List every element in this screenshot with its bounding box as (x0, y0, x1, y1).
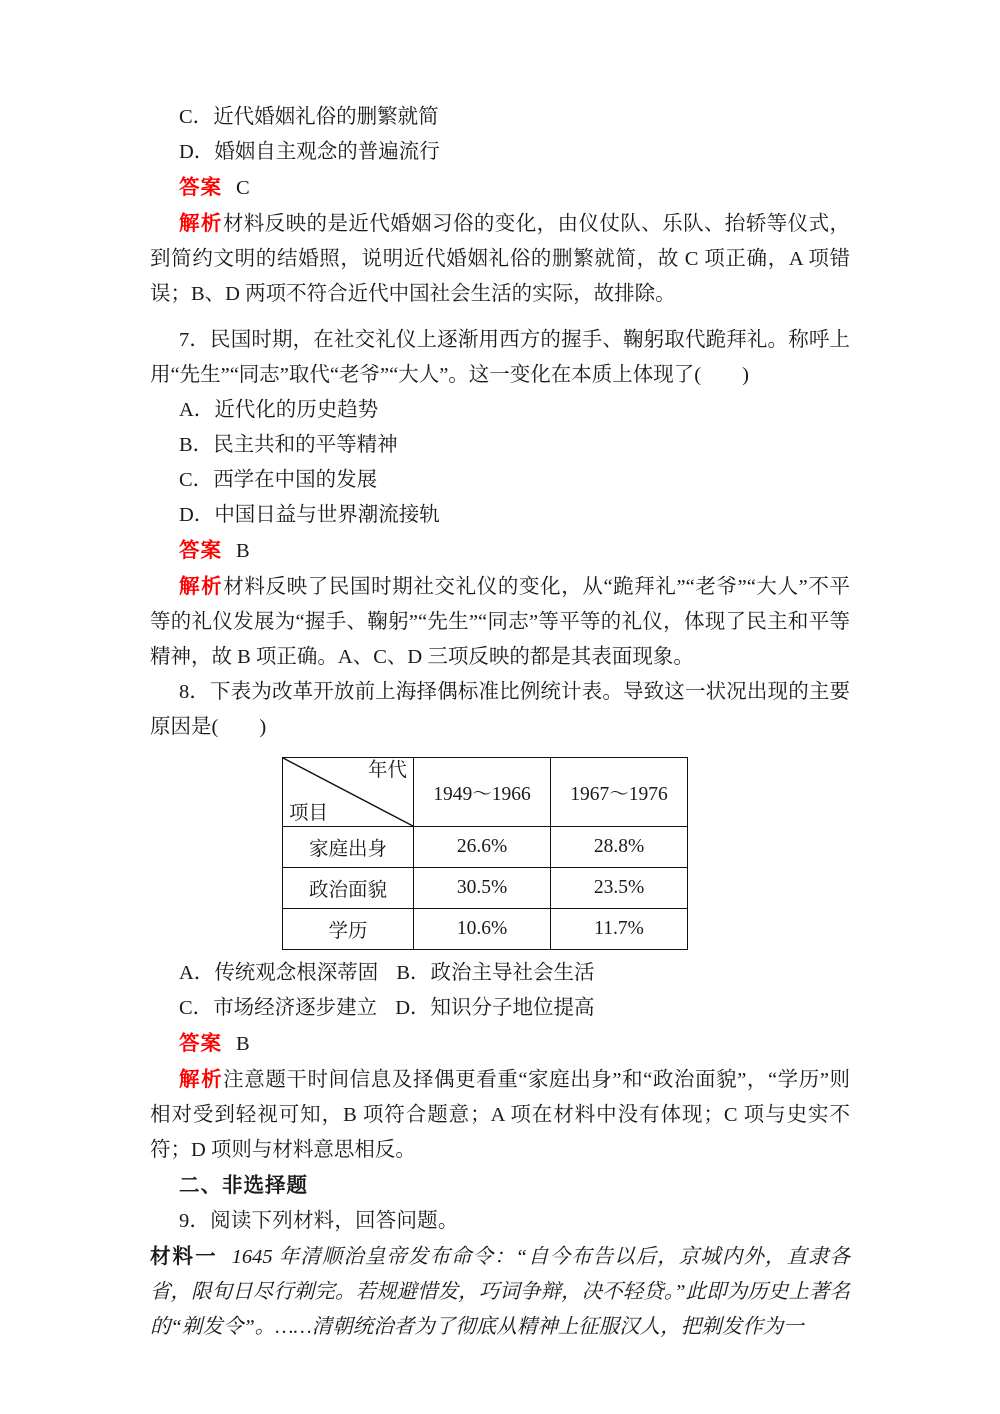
q6-option-d (150, 135, 850, 170)
q8-option-a-text: 传统观念根深蒂固 (214, 962, 379, 984)
q7-option-d (150, 498, 850, 533)
table-row (283, 827, 688, 868)
mate-selection-criteria-table (282, 757, 688, 950)
q6-answer-value: C (236, 177, 250, 199)
cell-political-status-1967-1976: 23.5% (551, 868, 688, 909)
table-body (283, 827, 688, 950)
table-col-header-1: 1949～1966 (414, 758, 551, 827)
q8-options-row-cd (150, 991, 850, 1026)
q8-options-row-ab (150, 956, 850, 991)
q6-analysis-text: 材料反映的是近代婚姻习俗的变化，由仪仗队、乐队、抬轿等仪式，到简约文明的结婚照，说明近代婚姻礼俗的删繁就简，故 C 项正确，A 项错误；B、D 两项不符合近代中国社会生活的实际，故排除。 (150, 213, 851, 305)
cell-family-origin-1967-1976: 28.8% (551, 827, 688, 868)
material-one-block (150, 1239, 850, 1345)
row-label-political-status: 政治面貌 (283, 868, 414, 909)
q8-option-c-text: 市场经济逐步建立 (213, 997, 378, 1019)
cell-education-1949-1966: 10.6% (414, 909, 551, 950)
q7-number: 7． (179, 329, 211, 351)
q7-option-b-letter: B． (179, 434, 214, 456)
section-heading-non-multiple-choice: 二、非选择题 (179, 1174, 308, 1197)
q8-number: 8． (179, 681, 211, 703)
q7-option-c-letter: C． (179, 469, 214, 491)
answer-label: 答案 (179, 176, 222, 199)
q8-answer-row (150, 1026, 850, 1062)
q6-option-d-text: 婚姻自主观念的普遍流行 (214, 141, 440, 163)
q7-answer-row (150, 533, 850, 569)
q8-option-b-text: 政治主导社会生活 (430, 962, 595, 984)
analysis-label: 解析 (179, 575, 224, 598)
answer-label: 答案 (179, 1032, 222, 1055)
q7-option-c-text: 西学在中国的发展 (213, 469, 378, 491)
q8-option-c-letter: C． (179, 997, 214, 1019)
q8-option-b-letter: B． (396, 962, 431, 984)
q7-stem-text: 民国时期，在社交礼仪上逐渐用西方的握手、鞠躬取代跪拜礼。称呼上用“先生”“同志”取代“老爷”“大人”。这一变化在本质上体现了( ) (150, 329, 850, 386)
q6-option-d-letter: D． (179, 141, 215, 163)
q8-answer-value: B (236, 1033, 250, 1055)
q7-option-c (150, 463, 850, 498)
analysis-label: 解析 (179, 212, 223, 235)
q7-answer-value: B (236, 540, 250, 562)
answer-label: 答案 (179, 539, 222, 562)
material-one-text: 1645 年清顺治皇帝发布命令：“自今布告以后，京城内外，直隶各省，限旬日尽行剃完。若规避惜发，巧词争辩，决不轻贷。”此即为历史上著名的“剃发令”。……清朝统治者为了彻底从精神上征服汉人，把剃发作为一 (150, 1246, 851, 1338)
q7-option-b (150, 428, 850, 463)
q8-analysis-block (150, 1062, 850, 1168)
q6-option-c-text: 近代婚姻礼俗的删繁就简 (213, 106, 439, 128)
table-row (283, 868, 688, 909)
table-corner-top-label: 年代 (367, 760, 407, 781)
q9-stem-text: 阅读下列材料，回答问题。 (210, 1210, 459, 1232)
cell-political-status-1949-1966: 30.5% (414, 868, 551, 909)
q8-stem-text: 下表为改革开放前上海择偶标准比例统计表。导致这一状况出现的主要原因是( ) (150, 681, 850, 738)
q6-answer-row (150, 170, 850, 206)
q8-stem (150, 675, 850, 745)
q7-stem (150, 323, 850, 393)
q7-analysis-text: 材料反映了民国时期社交礼仪的变化，从“跪拜礼”“老爷”“大人”不平等的礼仪发展为“握手、鞠躬”“先生”“同志”等平等的礼仪，体现了民主和平等精神，故 B 项正确。A、C、D 三项反映的都是其表面现象。 (150, 576, 851, 668)
material-one-label: 材料一 (150, 1245, 218, 1268)
table-header-row (283, 758, 688, 827)
q7-option-a-letter: A． (179, 399, 215, 421)
q6-option-c (150, 100, 850, 135)
row-label-family-origin: 家庭出身 (283, 827, 414, 868)
analysis-label: 解析 (179, 1068, 224, 1091)
row-label-education: 学历 (283, 909, 414, 950)
q7-option-d-letter: D． (179, 504, 215, 526)
q6-option-c-letter: C． (179, 106, 214, 128)
q9-stem (150, 1204, 850, 1239)
table-col-header-2: 1967～1976 (551, 758, 688, 827)
q8-option-d-text: 知识分子地位提高 (430, 997, 595, 1019)
q9-number: 9． (179, 1210, 211, 1232)
statistics-table-wrap (150, 757, 850, 950)
cell-education-1967-1976: 11.7% (551, 909, 688, 950)
q7-analysis-block (150, 569, 850, 675)
q6-analysis-block (150, 206, 850, 312)
q7-option-b-text: 民主共和的平等精神 (213, 434, 398, 456)
q8-option-a-letter: A． (179, 962, 215, 984)
table-row (283, 909, 688, 950)
q7-option-a-text: 近代化的历史趋势 (214, 399, 379, 421)
q7-option-a (150, 393, 850, 428)
table-corner-diagonal-cell (283, 758, 414, 827)
q8-analysis-text: 注意题干时间信息及择偶更看重“家庭出身”和“政治面貌”，“学历”则相对受到轻视可知，B 项符合题意；A 项在材料中没有体现；C 项与史实不符；D 项则与材料意思相反。 (150, 1069, 850, 1161)
q7-option-d-text: 中国日益与世界潮流接轨 (214, 504, 440, 526)
table-corner-bottom-label: 项目 (289, 802, 329, 824)
q8-option-d-letter: D． (395, 997, 431, 1019)
cell-family-origin-1949-1966: 26.6% (414, 827, 551, 868)
table-head (283, 758, 688, 827)
exam-page-content (150, 100, 850, 1345)
